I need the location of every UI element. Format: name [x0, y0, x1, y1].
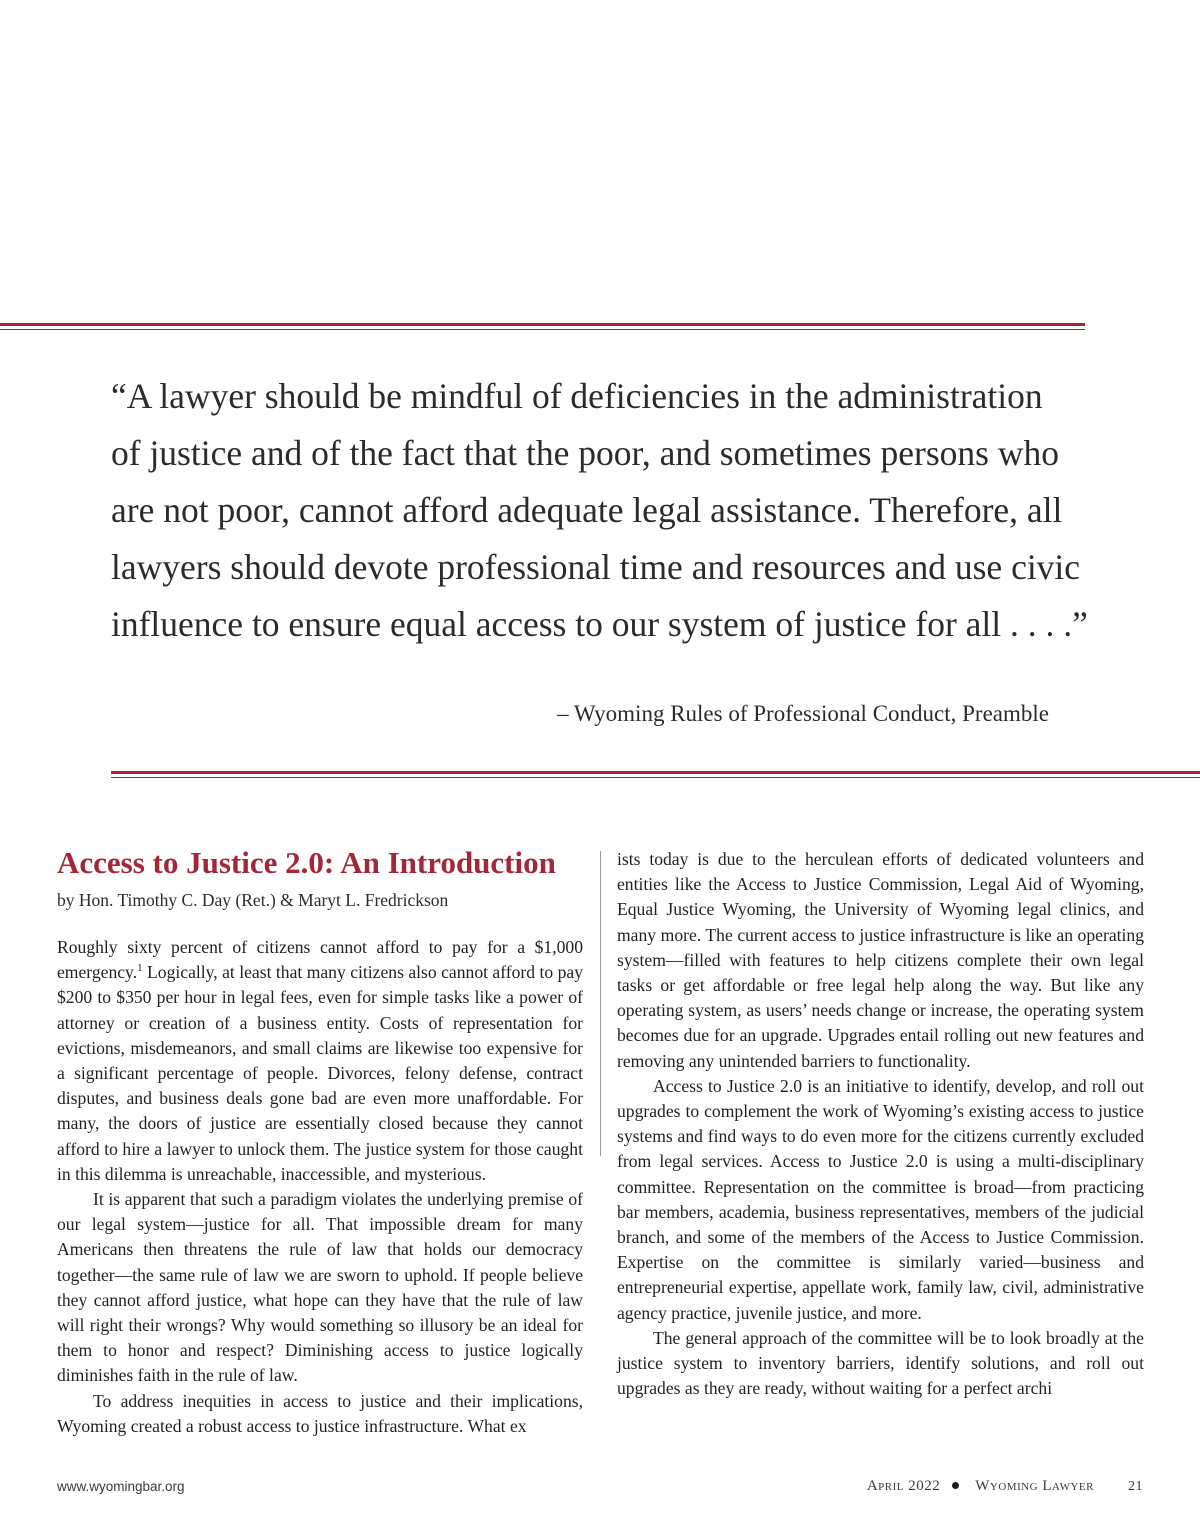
article-column-left — [57, 843, 583, 1439]
pull-quote-line: lawyers should devote professional time and resources and use civic — [111, 547, 1081, 587]
footer-website-link[interactable]: www.wyomingbar.org — [57, 1479, 185, 1494]
bottom-double-rule — [111, 771, 1200, 778]
footer-publication: Wyoming Lawyer — [975, 1478, 1094, 1494]
article-byline: by Hon. Timothy C. Day (Ret.) & Maryt L. Fredrickson — [57, 890, 449, 910]
paragraph: To address inequities in access to justice and their implications, Wyoming created a robust access to justice infrastructure. What ex — [57, 1390, 583, 1436]
bullet-icon — [952, 1482, 959, 1489]
pull-quote-line: of justice and of the fact that the poor, and sometimes persons who — [111, 433, 1059, 473]
paragraph-text: Roughly sixty percent of citizens cannot afford to pay for a $1,000 emergency. — [57, 937, 583, 983]
pull-quote-line: are not poor, cannot afford adequate legal assistance. Therefore, all — [111, 490, 1063, 530]
page-number: 21 — [1128, 1479, 1143, 1494]
footnote-reference[interactable]: 1 — [137, 962, 143, 975]
pull-quote-line: “A lawyer should be mindful of deficiencies in the administration — [111, 376, 1043, 416]
column-divider — [600, 851, 601, 1156]
paragraph: It is apparent that such a paradigm violates the underlying premise of our legal system—justice for all. That impossible dream for many Americans then threatens the rule of law that holds our democracy together—the same rule of law we are sworn to uphold. If people believe they cannot afford justice, what hope can they have that the rule of law will right their wrongs? Why would something so illusory be an ideal for them to honor and respect? Diminishing access to justice logically diminishes faith in the rule of law. — [57, 1189, 583, 1386]
paragraph: ists today is due to the herculean efforts of dedicated volunteers and entities like the Access to Justice Commission, Legal Aid of Wyoming, Equal Justice Wyoming, the University of Wyoming legal clinics, and many more. The current access to justice infrastructure is like an operating system—filled with features to help citizens complete their own legal tasks or get affordable or free legal help along the way. But like any operating system, as users’ needs change or increase, the operating system becomes due for an upgrade. Upgrades entail rolling out new features and removing any unintended barriers to functionality. — [617, 849, 1144, 1071]
paragraph: The general approach of the committee will be to look broadly at the justice system to inventory barriers, identify solutions, and roll out upgrades as they are ready, without waiting for a perfect archi — [617, 1327, 1144, 1399]
pull-quote — [111, 368, 1101, 653]
article-title: Access to Justice 2.0: An Introduction — [57, 845, 556, 880]
pull-quote-line: influence to ensure equal access to our system of justice for all . . . .” — [111, 604, 1088, 644]
top-double-rule — [0, 323, 1085, 330]
paragraph-text: Logically, at least that many citizens also cannot afford to pay $200 to $350 per hour in legal fees, even for simple tasks like a power of attorney or creation of a business entity. Costs of representation for evictions, misdemeanors, and small claims are likewise too expensive for a significant percentage of people. Divorces, felony defense, contract disputes, and business deals gone bad are even more unaffordable. For many, the doors of justice are essentially closed because they cannot afford to hire a lawyer to unlock them. The justice system for those caught in this dilemma is unreachable, inaccessible, and mysterious. — [57, 962, 583, 1184]
paragraph: Access to Justice 2.0 is an initiative to identify, develop, and roll out upgrades to complement the work of Wyoming’s existing access to justice systems and find ways to do even more for the citizens currently excluded from legal services. Access to Justice 2.0 is using a multi-disciplinary committee. Representation on the committee is broad—from practicing bar members, academia, business representatives, members of the judicial branch, and some of the members of the Access to Justice Commission. Expertise on the committee is similarly varied—business and entrepreneurial expertise, appellate work, family law, civil, administrative agency practice, juvenile justice, and more. — [617, 1075, 1144, 1323]
paragraph — [57, 935, 583, 1187]
article-column-right — [617, 847, 1144, 1401]
footer-folio — [867, 1478, 1143, 1495]
footer-date: April 2022 — [866, 1478, 941, 1494]
pull-quote-attribution: – Wyoming Rules of Professional Conduct, Preamble — [557, 701, 1049, 726]
